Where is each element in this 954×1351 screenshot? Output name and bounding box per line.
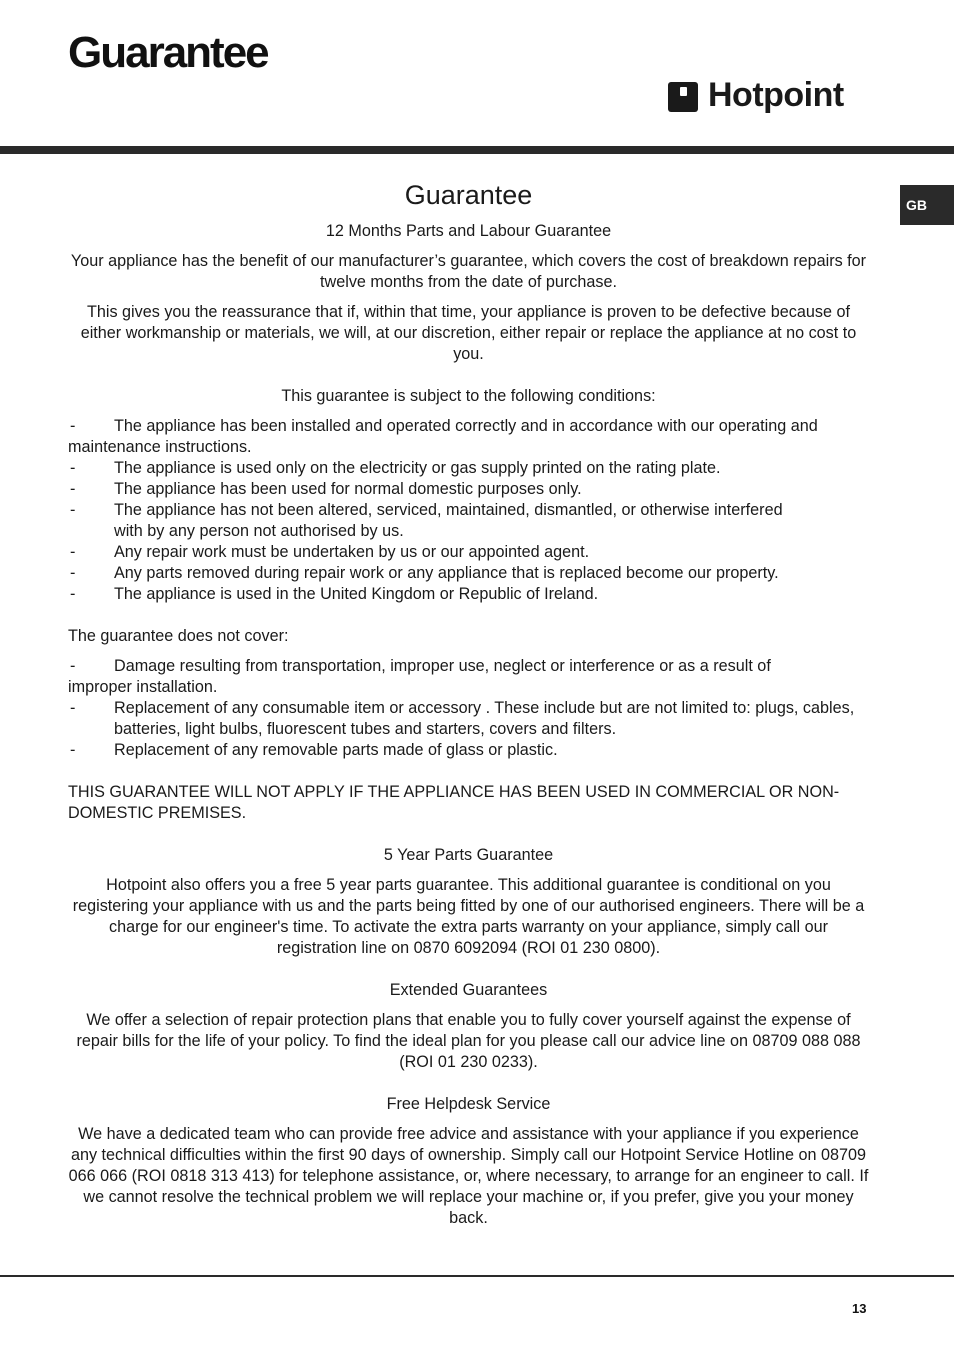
exclusions-intro: The guarantee does not cover: — [68, 627, 289, 645]
list-item: - The appliance is used in the United Kingdom or Republic of Ireland. — [70, 585, 599, 603]
five-year-heading: 5 Year Parts Guarantee — [383, 846, 554, 864]
benefit-paragraph: Your appliance has the benefit of our manufacturer’s guarantee, which covers the cost of breakdown repairs for twelve months from the date of purchase. — [70, 252, 867, 291]
top-divider — [0, 146, 954, 154]
extended-guarantees-heading: Extended Guarantees — [389, 981, 548, 999]
conditions-list — [68, 416, 869, 605]
list-item: - Replacement of any removable parts made of glass or plastic. — [70, 741, 558, 759]
list-item: - Replacement of any consumable item or accessory . These include but are not limited to: plugs, cables, batteries, light bulbs, fluorescent tubes and starters, covers and filters. — [70, 699, 855, 738]
commercial-notice: THIS GUARANTEE WILL NOT APPLY IF THE APPLIANCE HAS BEEN USED IN COMMERCIAL OR NON-DOMESTIC PREMISES. — [68, 783, 840, 822]
language-tab — [900, 185, 954, 225]
section-heading: Guarantee — [404, 180, 533, 210]
brand-name: Hotpoint — [708, 76, 844, 114]
guarantee-content — [68, 177, 869, 1238]
reassurance-paragraph: This gives you the reassurance that if, within that time, your appliance is proven to be defective because of either workmanship or materials, we will, at our discretion, either repair or replace the appliance at no cost to you. — [80, 303, 857, 363]
exclusions-list — [68, 656, 869, 761]
list-item: - Any parts removed during repair work or any appliance that is replaced become our property. — [70, 564, 779, 582]
list-item: - The appliance has been used for normal domestic purposes only. — [70, 480, 582, 498]
page-title: Guarantee — [68, 28, 268, 77]
list-item: - The appliance has not been altered, serviced, maintained, dismantled, or otherwise interfered with by any person not authorised by us. — [70, 501, 783, 540]
five-year-paragraph: Hotpoint also offers you a free 5 year parts guarantee. This additional guarantee is conditional on you registering your appliance with us and the parts being fitted by one of our authorised engineers. There will be a charge for our engineer's time. To activate the extra parts warranty on your appliance, simply call our registration line on 0870 6092094 (ROI 01 230 0800). — [72, 876, 865, 957]
page-number: 13 — [852, 1301, 867, 1316]
hotpoint-logo-icon — [668, 82, 698, 112]
extended-guarantees-paragraph: We offer a selection of repair protection plans that enable you to fully cover yourself against the expense of repair bills for the life of your policy. To find the ideal plan for you please call our advice line on 08709 088 088 (ROI 01 230 0233). — [76, 1011, 861, 1071]
list-item: - Any repair work must be undertaken by us or our appointed agent. — [70, 543, 590, 561]
helpdesk-paragraph: We have a dedicated team who can provide free advice and assistance with your appliance if you experience any technical difficulties within the first 90 days of ownership. Simply call our Hotpoint Service Hotline on 08709 066 066 (ROI 0818 313 413) for telephone assistance, or, where necessary, to arrange for an engineer to call. If we cannot resolve the technical problem we will replace your machine or, if you prefer, give you your money back. — [68, 1125, 869, 1227]
bottom-divider — [0, 1275, 954, 1277]
list-item: - Damage resulting from transportation, improper use, neglect or interference or as a result of improper installation. — [68, 657, 771, 696]
conditions-intro: This guarantee is subject to the following conditions: — [281, 387, 656, 405]
language-tab-label: GB — [906, 197, 927, 213]
parts-labour-subheading: 12 Months Parts and Labour Guarantee — [325, 222, 612, 240]
list-item: - The appliance is used only on the electricity or gas supply printed on the rating plate. — [70, 459, 721, 477]
helpdesk-heading: Free Helpdesk Service — [386, 1095, 551, 1113]
list-item: - The appliance has been installed and operated correctly and in accordance with our operating and maintenance instructions. — [68, 417, 818, 456]
